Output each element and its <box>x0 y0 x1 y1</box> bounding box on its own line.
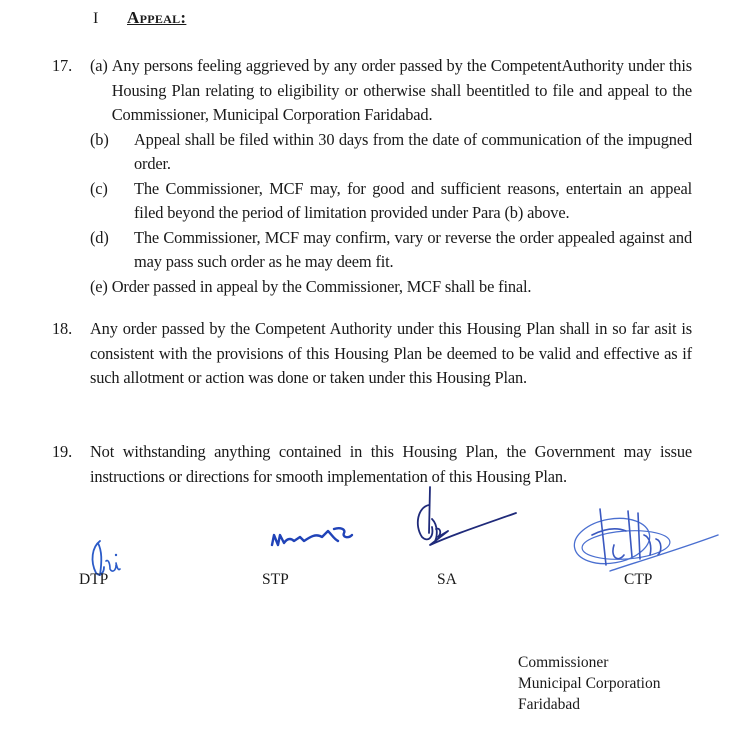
clause-label: (a) <box>90 56 108 75</box>
signature-ctp-icon <box>570 505 720 575</box>
clause-label: (e) <box>90 276 108 296</box>
signature-stp-icon <box>268 523 358 553</box>
paragraph-17 <box>52 54 692 299</box>
clause-text: Appeal shall be filed within 30 days from the date of communication of the impugned order. <box>134 129 692 173</box>
clause-text: The Commissioner, MCF may, for good and sufficient reasons, entertain an appeal filed beyond the period of limitation provided under Para (b) above. <box>134 178 692 222</box>
section-title: Appeal: <box>127 8 187 27</box>
paragraph-text: Not withstanding anything contained in this Housing Plan, the Government may issue instructions or directions for smooth implementation of this Housing Plan. <box>90 442 692 486</box>
paragraph-19 <box>52 440 692 489</box>
clause-b <box>90 128 692 177</box>
signatory-city: Faridabad <box>518 696 580 713</box>
paragraph-number: 19. <box>52 442 73 461</box>
section-number: I <box>93 10 99 27</box>
signatory-title: Commissioner <box>518 654 609 671</box>
clause-d <box>90 226 692 275</box>
clause-a <box>90 54 692 128</box>
section-heading <box>93 8 186 28</box>
clause-text: The Commissioner, MCF may confirm, vary or reverse the order appealed against and may pass such order as he may deem fit. <box>134 227 692 271</box>
signature-label-sa: SA <box>437 571 457 588</box>
paragraph-number: 18. <box>52 319 73 338</box>
signature-sa-icon <box>412 485 522 555</box>
clause-text: Order passed in appeal by the Commissioner, MCF shall be final. <box>111 276 532 296</box>
clause-text: Any persons feeling aggrieved by any order passed by the CompetentAuthority under this Housing Plan relating to eligibility or otherwise shall beentitled to file and appeal to the Commissioner, Municipal Corporation Faridabad. <box>111 56 692 124</box>
paragraph-number: 17. <box>52 56 73 75</box>
paragraph-18 <box>52 317 692 391</box>
clause-e <box>90 275 692 300</box>
signatory-organization: Municipal Corporation <box>518 675 661 692</box>
clause-label: (c) <box>90 178 108 198</box>
clause-c <box>90 177 692 226</box>
signature-label-stp: STP <box>262 571 289 588</box>
signature-block <box>0 495 750 605</box>
signature-label-dtp: DTP <box>79 571 109 588</box>
signatory-block <box>518 652 661 715</box>
signature-label-ctp: CTP <box>624 571 653 588</box>
paragraph-text: Any order passed by the Competent Authority under this Housing Plan shall in so far asit is consistent with the provisions of this Housing Plan be deemed to be valid and effective as if such allotment or action was done or taken under this Housing Plan. <box>90 319 692 387</box>
clause-label: (d) <box>90 227 109 247</box>
clause-label: (b) <box>90 129 109 149</box>
